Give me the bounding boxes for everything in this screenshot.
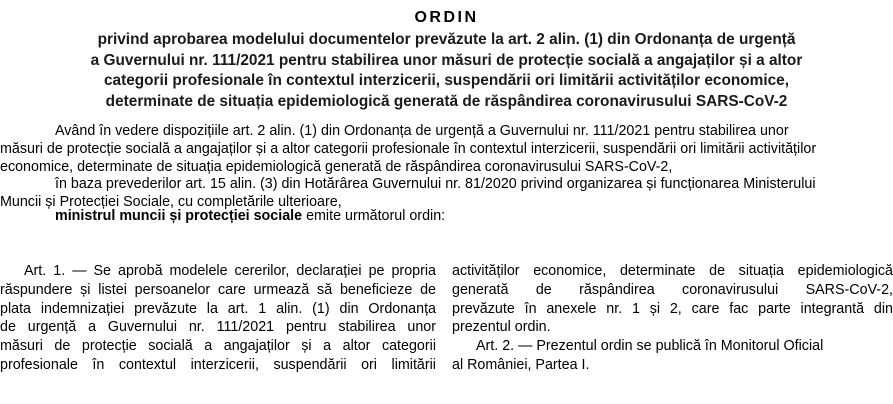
article-line: activităților economice, determinate de situația epidemiologică [452, 263, 893, 279]
issuer-name: ministrul muncii și protecției sociale [55, 208, 303, 224]
subtitle-line: a Guvernului nr. 111/2021 pentru stabilirea unor măsuri de protecție socială a angajaților și a altor [90, 51, 803, 69]
article-line: Art. 2. — Prezentul ordin se publică în Monitorul Oficial [476, 338, 824, 355]
subtitle-line: privind aprobarea modelului documentelor prevăzute la art. 2 alin. (1) din Ordonanța de urgență [97, 31, 796, 48]
issuer-statement [55, 207, 445, 225]
preamble-line: Având în vedere dispozițiile art. 2 alin. (1) din Ordonanța de urgență a Guvernului nr. 111/2021 pentru stabilirea unor [55, 123, 789, 139]
preamble-line: Muncii și Protecției Sociale, cu completările ulterioare, [0, 194, 342, 211]
preamble [0, 123, 893, 212]
article-line: răspundere și listei persoanelor care urmează să beneficieze de [0, 281, 436, 298]
article-line: prevăzute în anexele nr. 1 și 2, care fac parte integrantă din [452, 300, 893, 317]
article-line: profesionale în contextul interzicerii, suspendării ori limitării [0, 356, 436, 373]
subtitle-line: determinate de situația epidemiologică generată de răspândirea coronavirusului SARS-CoV-2 [105, 92, 788, 110]
document-subtitle [0, 30, 893, 112]
document-title: ORDIN [414, 9, 479, 26]
issuer-action: emite următorul ordin: [302, 208, 446, 224]
article-line: de urgență a Guvernului nr. 111/2021 pentru stabilirea unor [0, 319, 436, 336]
article-column-right [452, 262, 893, 375]
article-line: prezentul ordin. [452, 319, 551, 336]
preamble-line: în baza prevederilor art. 15 alin. (3) din Hotărârea Guvernului nr. 81/2020 privind organizarea și funcționarea Ministerului [55, 176, 816, 193]
article-line: Art. 1. — Se aprobă modelele cererilor, declarației pe propria [24, 263, 436, 279]
article-line: măsuri de protecție socială a angajaților și a altor categorii [0, 338, 436, 355]
preamble-line: economice, determinate de situația epidemiologică generată de răspândirea coronavirusului SARS-CoV-2, [0, 158, 673, 175]
article-line: al României, Partea I. [452, 356, 590, 373]
preamble-line: măsuri de protecție socială a angajaților și a altor categorii profesionale în contextul interzicerii, suspendării ori limitării activităților [0, 140, 817, 157]
article-column-left [0, 262, 436, 375]
article-line: generată de răspândirea coronavirusului SARS-CoV-2, [452, 281, 893, 298]
article-line: plata indemnizației prevăzute la art. 1 alin. (1) din Ordonanța [0, 300, 436, 317]
subtitle-line: categorii profesionale în contextul interzicerii, suspendării ori limitării activităților economice, [103, 72, 790, 89]
